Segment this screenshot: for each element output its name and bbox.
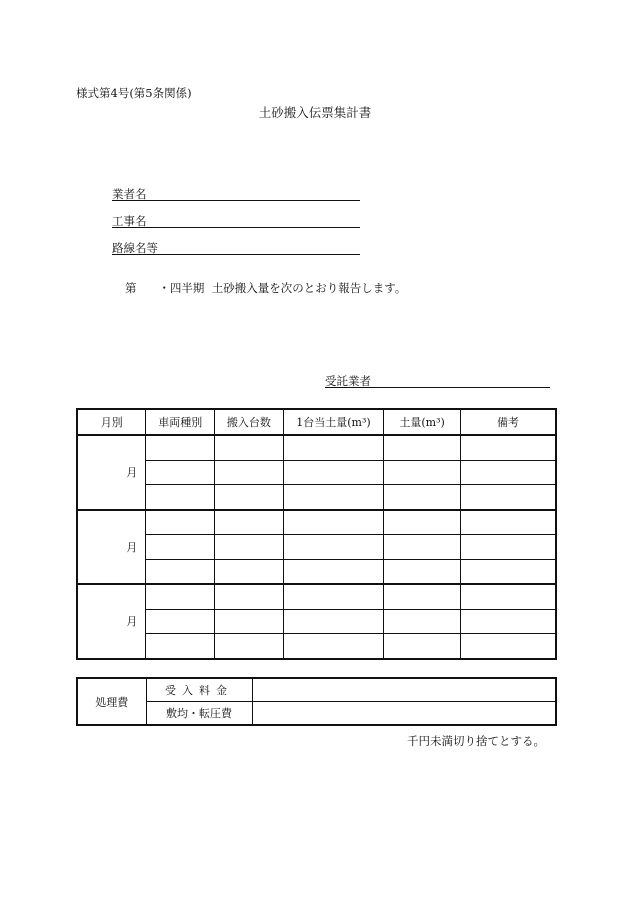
header-soil-volume: 土量(m³): [384, 409, 461, 435]
header-vehicle-type: 車両種別: [146, 409, 215, 435]
table-cell[interactable]: [460, 634, 556, 659]
table-cell[interactable]: [146, 435, 215, 460]
table-cell[interactable]: [215, 559, 284, 584]
table-cell[interactable]: [215, 609, 284, 634]
header-volume-per-vehicle: 1台当土量(m³): [283, 409, 384, 435]
table-cell[interactable]: [146, 609, 215, 634]
table-row: [77, 609, 556, 634]
table-cell[interactable]: [283, 609, 384, 634]
table-cell[interactable]: [384, 634, 461, 659]
table-cell[interactable]: [215, 584, 284, 609]
processing-fee-table: [76, 677, 557, 726]
company-name-line[interactable]: [112, 186, 360, 201]
table-cell[interactable]: [283, 435, 384, 460]
table-cell[interactable]: [283, 535, 384, 560]
table-cell[interactable]: [384, 535, 461, 560]
report-quarter: ・四半期: [158, 281, 205, 295]
table-cell[interactable]: [146, 485, 215, 510]
table-cell[interactable]: [146, 634, 215, 659]
spreading-compaction-fee-value[interactable]: [252, 702, 556, 726]
table-cell[interactable]: [460, 559, 556, 584]
table-cell[interactable]: [215, 460, 284, 485]
trustee-label: 受託業者: [325, 374, 371, 388]
table-cell[interactable]: [460, 535, 556, 560]
month-label: 月: [126, 466, 138, 480]
project-name-line[interactable]: [112, 213, 360, 228]
table-cell[interactable]: [460, 435, 556, 460]
header-month: 月別: [77, 409, 146, 435]
table-cell[interactable]: [384, 435, 461, 460]
table-header-row: [77, 409, 556, 435]
soil-delivery-table: [76, 408, 557, 660]
table-cell[interactable]: [283, 559, 384, 584]
table-cell[interactable]: [215, 435, 284, 460]
table-cell[interactable]: [384, 485, 461, 510]
table-cell[interactable]: [215, 535, 284, 560]
report-sentence: [125, 280, 406, 296]
table-cell[interactable]: [146, 559, 215, 584]
table-cell[interactable]: [283, 485, 384, 510]
fee-row: [77, 702, 556, 726]
table-row: [77, 535, 556, 560]
header-remarks: 備考: [460, 409, 556, 435]
month-cell[interactable]: [77, 510, 146, 585]
company-name-label: 業者名: [112, 187, 147, 201]
project-name-label: 工事名: [112, 214, 147, 228]
month-label: 月: [126, 615, 138, 629]
table-cell[interactable]: [146, 510, 215, 535]
acceptance-fee-label: 受入料金: [146, 678, 252, 702]
table-cell[interactable]: [384, 510, 461, 535]
table-cell[interactable]: [460, 460, 556, 485]
processing-fee-label: 処理費: [77, 678, 146, 725]
table-cell[interactable]: [146, 584, 215, 609]
form-number: 様式第4号(第5条関係): [76, 86, 192, 100]
month-cell[interactable]: [77, 584, 146, 659]
table-row: [77, 485, 556, 510]
rounding-note: 千円未満切り捨てとする。: [407, 734, 545, 748]
table-cell[interactable]: [460, 510, 556, 535]
table-cell[interactable]: [384, 584, 461, 609]
table-row: [77, 634, 556, 659]
table-cell[interactable]: [283, 584, 384, 609]
table-cell[interactable]: [384, 609, 461, 634]
table-cell[interactable]: [215, 485, 284, 510]
header-delivery-count: 搬入台数: [215, 409, 284, 435]
report-text: 土砂搬入量を次のとおり報告します。: [211, 281, 407, 295]
table-cell[interactable]: [283, 634, 384, 659]
table-row: [77, 435, 556, 460]
route-name-line[interactable]: [112, 240, 360, 255]
fee-row: [77, 678, 556, 702]
table-cell[interactable]: [215, 510, 284, 535]
table-cell[interactable]: [384, 559, 461, 584]
table-row: [77, 460, 556, 485]
acceptance-fee-value[interactable]: [252, 678, 556, 702]
table-cell[interactable]: [460, 609, 556, 634]
table-cell[interactable]: [146, 460, 215, 485]
table-row: [77, 559, 556, 584]
spreading-compaction-fee-label: 敷均・転圧費: [146, 702, 252, 726]
table-cell[interactable]: [384, 460, 461, 485]
route-name-label: 路線名等: [112, 241, 158, 255]
month-label: 月: [126, 540, 138, 554]
table-cell[interactable]: [283, 510, 384, 535]
table-cell[interactable]: [215, 634, 284, 659]
document-title: 土砂搬入伝票集計書: [258, 105, 372, 120]
table-row: [77, 584, 556, 609]
month-cell[interactable]: [77, 435, 146, 510]
table-row: [77, 510, 556, 535]
table-cell[interactable]: [460, 485, 556, 510]
table-cell[interactable]: [146, 535, 215, 560]
table-cell[interactable]: [460, 584, 556, 609]
table-cell[interactable]: [283, 460, 384, 485]
trustee-line[interactable]: [325, 373, 550, 388]
report-prefix: 第: [125, 281, 137, 295]
